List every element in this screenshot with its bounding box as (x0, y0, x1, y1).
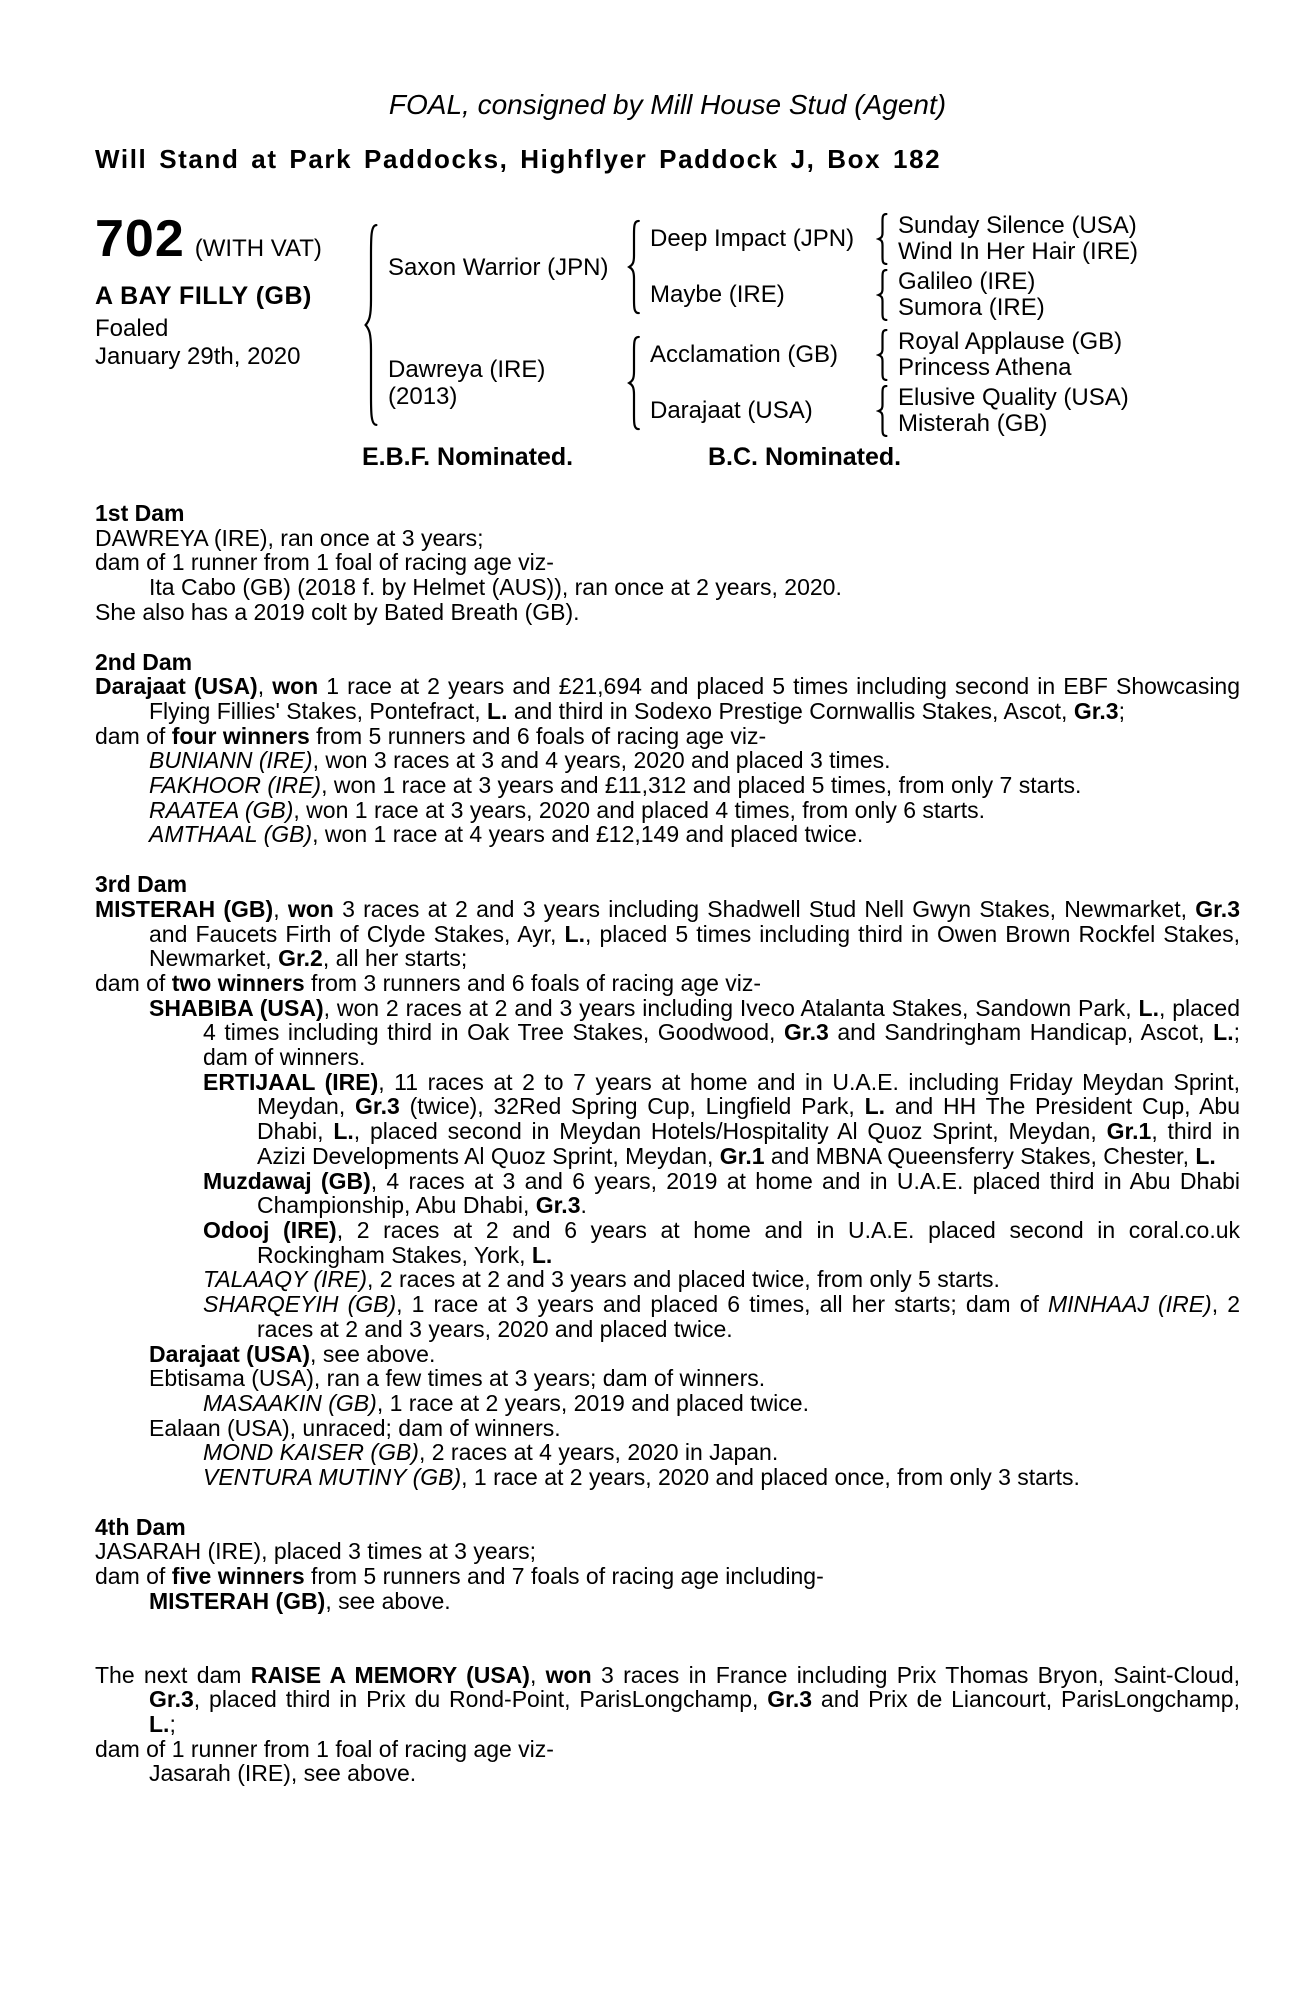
text-segment: ERTIJAAL (IRE) (203, 1068, 379, 1095)
great-grandparent-name: Misterah (GB) (898, 410, 1048, 437)
pedigree-paragraph (95, 526, 1240, 551)
text-segment: , (529, 1661, 546, 1688)
text-segment: Gr.3 (1195, 895, 1240, 922)
pedigree-paragraph (95, 798, 1240, 823)
pedigree-paragraph (95, 1218, 1240, 1267)
text-segment: Gr.2 (278, 945, 323, 972)
text-segment: MASAAKIN (GB) (203, 1389, 377, 1416)
text-segment: L. (1213, 1019, 1234, 1046)
text-segment: , won 2 races at 2 and 3 years including Iveco Atalanta Stakes, Sandown Park, (323, 994, 1139, 1021)
pedigree-text-sections (95, 501, 1240, 1786)
dam-section (95, 1515, 1240, 1614)
text-segment: . (580, 1192, 587, 1219)
text-segment: , placed third in Prix du Rond-Point, ParisLongchamp, (193, 1686, 768, 1713)
text-segment: four winners (171, 722, 310, 749)
text-segment: Darajaat (USA) (149, 1340, 311, 1367)
grandparent-row (650, 213, 1138, 265)
pedigree-tree (350, 213, 1138, 437)
text-segment: dam of (95, 969, 172, 996)
text-segment: L. (333, 1118, 354, 1145)
pedigree-paragraph (95, 1342, 1240, 1367)
brace-icon (876, 213, 889, 265)
brace-icon (626, 219, 642, 315)
text-segment: five winners (171, 1563, 305, 1590)
section-heading: 3rd Dam (95, 871, 188, 898)
text-segment: L. (1138, 994, 1159, 1021)
stand-line: Will Stand at Park Paddocks, Highflyer Paddock J, Box 182 (95, 144, 942, 174)
great-grandparent-name: Sumora (IRE) (898, 294, 1045, 321)
great-grandparent-name: Royal Applause (GB) (898, 328, 1123, 355)
text-segment: Gr.3 (149, 1686, 194, 1713)
text-segment: , placed 4 times including third in Oak Tree Stakes, Goodwood, (203, 994, 1240, 1046)
text-segment: , 4 races at 3 and 6 years, 2019 at home and in U.A.E. placed third in Abu Dhabi Championship, Abu Dhabi, (257, 1167, 1240, 1219)
bc-nominated: B.C. Nominated. (708, 443, 902, 471)
text-segment: L. (1195, 1142, 1216, 1169)
pedigree-paragraph (95, 1267, 1240, 1292)
text-segment: BUNIANN (IRE) (149, 747, 313, 774)
vat-note: (WITH VAT) (194, 235, 322, 262)
text-segment: L. (864, 1093, 886, 1120)
text-segment: 3 races at 2 and 3 years including Shadwell Stud Nell Gwyn Stakes, Newmarket, (333, 895, 1196, 922)
grandparent-name: Maybe (IRE) (650, 281, 785, 308)
section-heading: 4th Dam (95, 1513, 186, 1540)
pedigree-paragraph (95, 724, 1240, 749)
pedigree-paragraph (95, 748, 1240, 773)
brace-icon (626, 335, 642, 431)
pedigree-paragraph (95, 1465, 1240, 1490)
pedigree-paragraph (95, 575, 1240, 600)
grandparents-column (650, 213, 1138, 321)
text-segment: MINHAAJ (IRE) (1047, 1291, 1212, 1318)
pedigree-paragraph (95, 1663, 1240, 1737)
text-segment: SHARQEYIH (GB) (203, 1291, 397, 1318)
grandparents-column (650, 329, 1129, 437)
text-segment: and Faucets Firth of Clyde Stakes, Ayr, (149, 920, 565, 947)
text-segment: Gr.1 (1106, 1118, 1152, 1145)
text-segment: Gr.3 (767, 1686, 813, 1713)
ebf-nominated: E.B.F. Nominated. (362, 443, 574, 471)
text-segment: SHABIBA (USA) (149, 994, 324, 1021)
parent-year: (2013) (388, 383, 458, 410)
text-segment: Ealaan (USA), unraced; dam of winners. (149, 1414, 561, 1441)
parent-name (388, 356, 626, 410)
text-segment: L. (149, 1710, 170, 1737)
foaled-date: January 29th, 2020 (95, 343, 301, 370)
dam-section (95, 872, 1240, 1490)
text-segment: MISTERAH (GB) (95, 895, 274, 922)
pedigree-paragraph (95, 1292, 1240, 1341)
text-segment: The next dam (95, 1661, 251, 1688)
text-segment: FAKHOOR (IRE) (149, 772, 322, 799)
text-segment: Ita Cabo (GB) (2018 f. by Helmet (AUS)), ran once at 2 years, 2020. (149, 574, 842, 601)
text-segment: L. (531, 1241, 553, 1268)
lot-number: 702 (95, 210, 185, 268)
text-segment: from 5 runners and 7 foals of racing age including- (304, 1563, 824, 1590)
text-segment: won (545, 1661, 592, 1688)
text-segment: Odooj (IRE) (203, 1216, 337, 1243)
text-segment: , won 1 race at 4 years and £12,149 and placed twice. (312, 821, 864, 848)
text-segment: ; (169, 1710, 176, 1737)
text-segment: Darajaat (USA) (95, 673, 258, 700)
lot-number-line (95, 210, 350, 268)
text-segment: and HH The President Cup, Abu Dhabi, (257, 1093, 1241, 1145)
great-grandparent-name: Wind In Her Hair (IRE) (898, 238, 1139, 265)
grandparent-name: Acclamation (GB) (650, 341, 839, 368)
text-segment: won (287, 895, 334, 922)
dam-section (95, 1663, 1240, 1787)
grandparent-name: Deep Impact (JPN) (650, 225, 855, 252)
text-segment: ; (1118, 697, 1125, 724)
text-segment: , 2 races at 4 years, 2020 in Japan. (418, 1439, 779, 1466)
text-segment: dam of (95, 722, 172, 749)
text-segment: JASARAH (IRE), placed 3 times at 3 years; (95, 1538, 536, 1565)
text-segment: Jasarah (IRE), see above. (149, 1760, 417, 1787)
text-segment: , won 3 races at 3 and 4 years, 2020 and placed 3 times. (312, 747, 891, 774)
pedigree-paragraph (95, 1761, 1240, 1786)
great-grandparent-name: Elusive Quality (USA) (898, 384, 1129, 411)
parent-name-text: Saxon Warrior (JPN) (388, 253, 609, 281)
brace-icon (362, 221, 380, 429)
text-segment: Gr.3 (784, 1019, 829, 1046)
text-segment: , 2 races at 2 and 3 years, 2020 and placed twice. (257, 1291, 1240, 1342)
pedigree-paragraph (95, 1539, 1240, 1564)
text-segment: and MBNA Queensferry Stakes, Chester, (764, 1142, 1196, 1169)
pedigree-paragraph (95, 971, 1240, 996)
text-segment: AMTHAAL (GB) (149, 821, 313, 848)
text-segment: and Sandringham Handicap, Ascot, (828, 1019, 1214, 1046)
pedigree-paragraph (95, 1391, 1240, 1416)
grandparent-row (650, 385, 1129, 437)
text-segment: (twice), 32Red Spring Cup, Lingfield Park, (399, 1093, 865, 1120)
text-segment: , third in Azizi Developments Al Quoz Sprint, Meydan, (257, 1118, 1241, 1169)
text-segment: and Prix de Liancourt, ParisLongchamp, (812, 1686, 1240, 1713)
lot-info (95, 210, 350, 371)
text-segment: 1 race at 2 years and £21,694 and placed 5 times including second in EBF Showcasing Flying Fillies' Stakes, Pontefract, (149, 673, 1241, 724)
pedigree-paragraph (95, 1169, 1240, 1218)
text-segment: L. (487, 697, 508, 724)
pedigree-paragraph (95, 1070, 1240, 1169)
text-segment: TALAAQY (IRE) (203, 1266, 368, 1293)
text-segment: , 1 race at 2 years, 2019 and placed twice. (376, 1389, 809, 1416)
text-segment: MISTERAH (GB) (149, 1587, 326, 1614)
grandparent-name: Darajaat (USA) (650, 397, 813, 424)
text-segment: dam of (95, 1563, 172, 1590)
brace-icon (876, 329, 889, 381)
pedigree-families (388, 213, 1138, 437)
pedigree-paragraph (95, 1416, 1240, 1441)
pedigree-paragraph (95, 550, 1240, 575)
text-segment: Gr.3 (355, 1093, 400, 1120)
great-grandparents-column (898, 269, 1045, 321)
text-segment: ; dam of winners. (203, 1019, 1240, 1071)
text-segment: and third in Sodexo Prestige Cornwallis Stakes, Ascot, (507, 697, 1074, 724)
text-segment: , (257, 673, 273, 700)
pedigree-family (388, 213, 1138, 321)
text-segment: dam of 1 runner from 1 foal of racing age viz- (95, 1735, 554, 1762)
text-segment: She also has a 2019 colt by Bated Breath (GB). (95, 598, 580, 625)
text-segment: , won 1 race at 3 years and £11,312 and placed 5 times, from only 7 starts. (321, 772, 1082, 799)
parent-name (388, 254, 626, 281)
text-segment: Gr.1 (719, 1142, 765, 1169)
section-heading: 1st Dam (95, 500, 185, 526)
pedigree-paragraph (95, 996, 1240, 1070)
text-segment: dam of 1 runner from 1 foal of racing age viz- (95, 549, 554, 576)
lot-description: A BAY FILLY (GB) (95, 282, 312, 310)
text-segment: , (273, 895, 288, 922)
text-segment: , won 1 race at 3 years, 2020 and placed 4 times, from only 6 starts. (293, 796, 986, 823)
brace-icon (876, 385, 889, 437)
pedigree-paragraph (95, 822, 1240, 847)
pedigree-paragraph (95, 600, 1240, 625)
text-segment: , 2 races at 2 and 6 years at home and in U.A.E. placed second in coral.co.uk Rockingham Stakes, York, (257, 1216, 1240, 1268)
foaled-label: Foaled (95, 315, 169, 342)
text-segment: , 2 races at 2 and 3 years and placed twice, from only 5 starts. (367, 1266, 1000, 1293)
text-segment: L. (564, 920, 585, 947)
text-segment: won (272, 673, 319, 700)
pedigree-paragraph (95, 1564, 1240, 1589)
text-segment: RAATEA (GB) (149, 796, 294, 823)
text-segment: , 1 race at 2 years, 2020 and placed once, from only 3 starts. (461, 1464, 1080, 1491)
grandparent-row (650, 329, 1129, 381)
pedigree-paragraph (95, 1737, 1240, 1762)
text-segment: DAWREYA (IRE), ran once at 3 years; (95, 524, 484, 551)
great-grandparents-column (898, 213, 1138, 265)
dam-section (95, 650, 1240, 848)
text-segment: , see above. (325, 1587, 451, 1614)
text-segment: , 1 race at 3 years and placed 6 times, all her starts; dam of (396, 1291, 1048, 1318)
consignor-line: FOAL, consigned by Mill House Stud (Agent) (388, 89, 947, 120)
great-grandparents-column (898, 385, 1129, 437)
text-segment: , placed 5 times including third in Owen Brown Rockfel Stakes, Newmarket, (149, 920, 1241, 972)
text-segment: Ebtisama (USA), ran a few times at 3 years; dam of winners. (149, 1365, 766, 1392)
grandparent-row (650, 269, 1138, 321)
text-segment: RAISE A MEMORY (USA) (250, 1661, 530, 1688)
great-grandparent-name: Sunday Silence (USA) (898, 212, 1137, 239)
great-grandparents-column (898, 329, 1122, 381)
brace-icon (876, 269, 889, 321)
dam-section (95, 501, 1240, 625)
pedigree-family (388, 329, 1138, 437)
text-segment: from 5 runners and 6 foals of racing age viz- (309, 722, 767, 749)
text-segment: 3 races in France including Prix Thomas Bryon, Saint-Cloud, (591, 1661, 1240, 1688)
pedigree-block (95, 210, 1240, 437)
text-segment: Gr.3 (535, 1192, 581, 1219)
pedigree-paragraph (95, 1589, 1240, 1614)
pedigree-paragraph (95, 897, 1240, 971)
pedigree-paragraph (95, 1440, 1240, 1465)
great-grandparent-name: Princess Athena (898, 354, 1072, 381)
text-segment: VENTURA MUTINY (GB) (203, 1464, 462, 1491)
pedigree-paragraph (95, 674, 1240, 723)
great-grandparent-name: Galileo (IRE) (898, 268, 1036, 295)
text-segment: MOND KAISER (GB) (203, 1439, 419, 1466)
text-segment: Muzdawaj (GB) (203, 1167, 371, 1194)
text-segment: , all her starts; (322, 945, 468, 972)
text-segment: , 11 races at 2 to 7 years at home and in U.A.E. including Friday Meydan Sprint, Meydan, (257, 1068, 1240, 1120)
text-segment: , placed second in Meydan Hotels/Hospitality Al Quoz Sprint, Meydan, (353, 1118, 1107, 1145)
text-segment: Gr.3 (1073, 697, 1119, 724)
text-segment: , see above. (310, 1340, 436, 1367)
nomination-line (95, 443, 1240, 473)
pedigree-paragraph (95, 1366, 1240, 1391)
parent-name-text: Dawreya (IRE) (388, 356, 546, 383)
section-heading: 2nd Dam (95, 648, 193, 675)
pedigree-paragraph (95, 773, 1240, 798)
text-segment: two winners (171, 969, 305, 996)
text-segment: from 3 runners and 6 foals of racing age viz- (304, 969, 762, 996)
